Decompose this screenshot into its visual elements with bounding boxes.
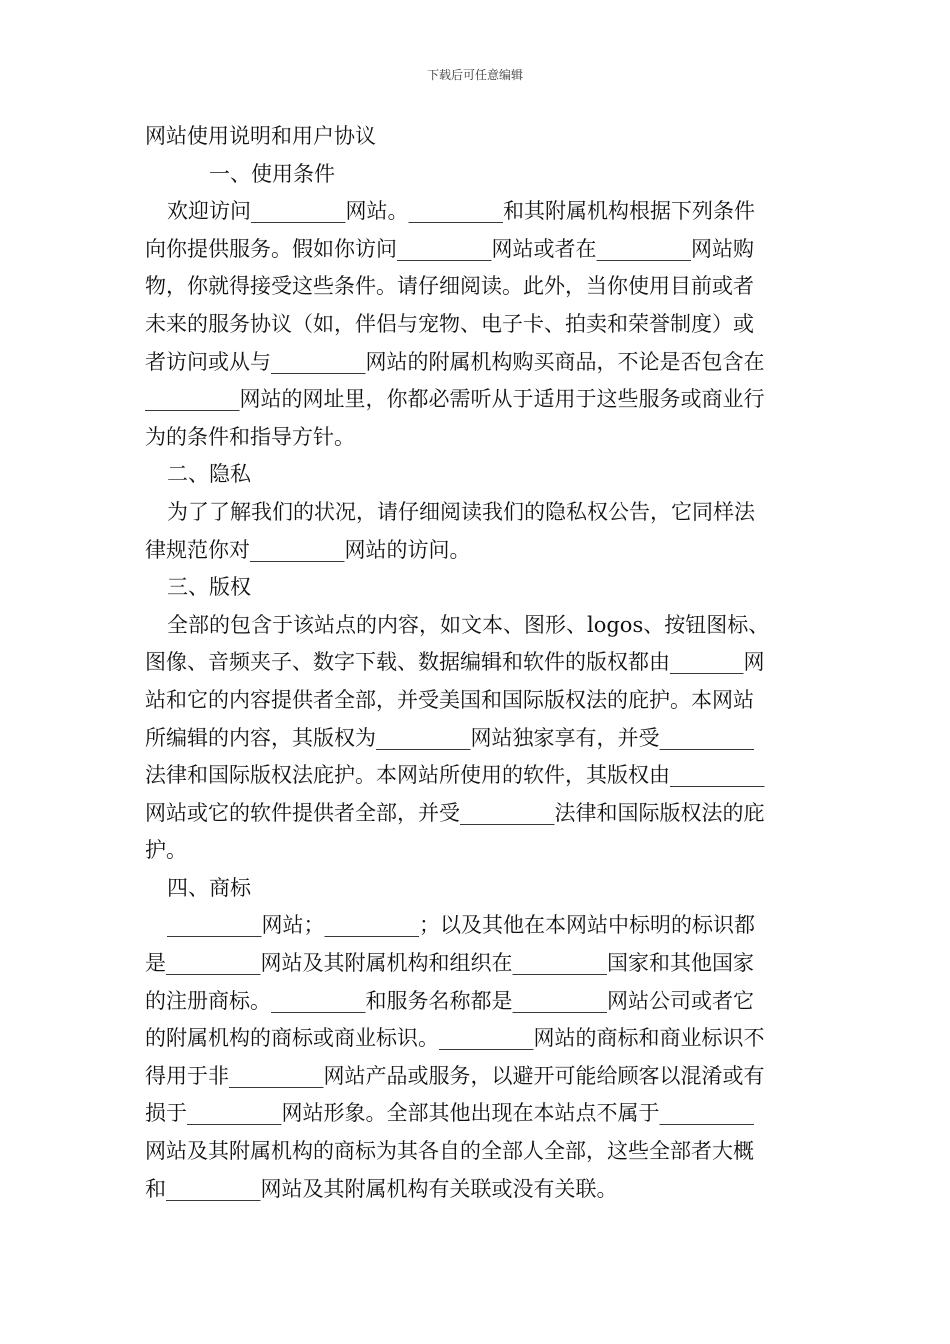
paragraph-line: 是_________网站及其附属机构和组织在_________国家和其他国家 — [145, 951, 754, 976]
paragraph-line: 所编辑的内容，其版权为_________网站独家享有，并受_________ — [145, 725, 754, 750]
paragraph-line: 图像、音频夹子、数字下载、数据编辑和软件的版权都由_______网 — [145, 650, 765, 675]
section-heading: 三、版权 — [167, 575, 251, 600]
paragraph-line: 站和它的内容提供者全部，并受美国和国际版权法的庇护。本网站 — [145, 687, 754, 712]
paragraph-line: 全部的包含于该站点的内容，如文本、图形、logos、按钮图标、 — [167, 612, 770, 637]
section-heading: 四、商标 — [167, 875, 251, 900]
paragraph-line: 网站及其附属机构的商标为其各自的全部人全部，这些全部者大概 — [145, 1139, 754, 1164]
paragraph-line: 欢迎访问_________网站。_________和其附属机构根据下列条件 — [167, 199, 755, 224]
paragraph-line: 的注册商标。_________和服务名称都是_________网站公司或者它 — [145, 988, 754, 1013]
paragraph-line: 为的条件和指导方针。 — [145, 424, 355, 449]
section-heading: 一、使用条件 — [209, 161, 335, 186]
paragraph-line: 未来的服务协议（如，伴侣与宠物、电子卡、拍卖和荣誉制度）或 — [145, 311, 754, 336]
paragraph-line: 护。 — [145, 838, 187, 863]
paragraph-line: 损于_________网站形象。全部其他出现在本站点不属于_________ — [145, 1101, 754, 1126]
section-heading: 二、隐私 — [167, 462, 251, 487]
paragraph-line: 向你提供服务。假如你访问_________网站或者在_________网站购 — [145, 236, 754, 261]
paragraph-line: 的附属机构的商标或商业标识。_________网站的商标和商业标识不 — [145, 1026, 765, 1051]
header-note: 下载后可任意编辑 — [426, 68, 523, 82]
paragraph-line: 和_________网站及其附属机构有关联或没有关联。 — [145, 1176, 618, 1201]
paragraph-line: 律规范你对_________网站的访问。 — [145, 537, 471, 562]
document-title: 网站使用说明和用户协议 — [145, 124, 376, 148]
paragraph-line: 为了了解我们的状况，请仔细阅读我们的隐私权公告，它同样法 — [167, 499, 755, 524]
paragraph-line: _________网站；_________；以及其他在本网站中标明的标识都 — [167, 913, 755, 938]
paragraph-line: 物，你就得接受这些条件。请仔细阅读。此外，当你使用目前或者 — [145, 274, 754, 299]
paragraph-line: 者访问或从与_________网站的附属机构购买商品，不论是否包含在 — [145, 349, 765, 374]
paragraph-line: _________网站的网址里，你都必需听从于适用于这些服务或商业行 — [145, 387, 765, 412]
paragraph-line: 得用于非_________网站产品或服务，以避开可能给顾客以混淆或有 — [145, 1063, 765, 1088]
document-body — [145, 118, 810, 1208]
paragraph-line: 法律和国际版权法庇护。本网站所使用的软件，其版权由_________ — [145, 763, 765, 788]
paragraph-line: 网站或它的软件提供者全部，并受_________法律和国际版权法的庇 — [145, 800, 765, 825]
